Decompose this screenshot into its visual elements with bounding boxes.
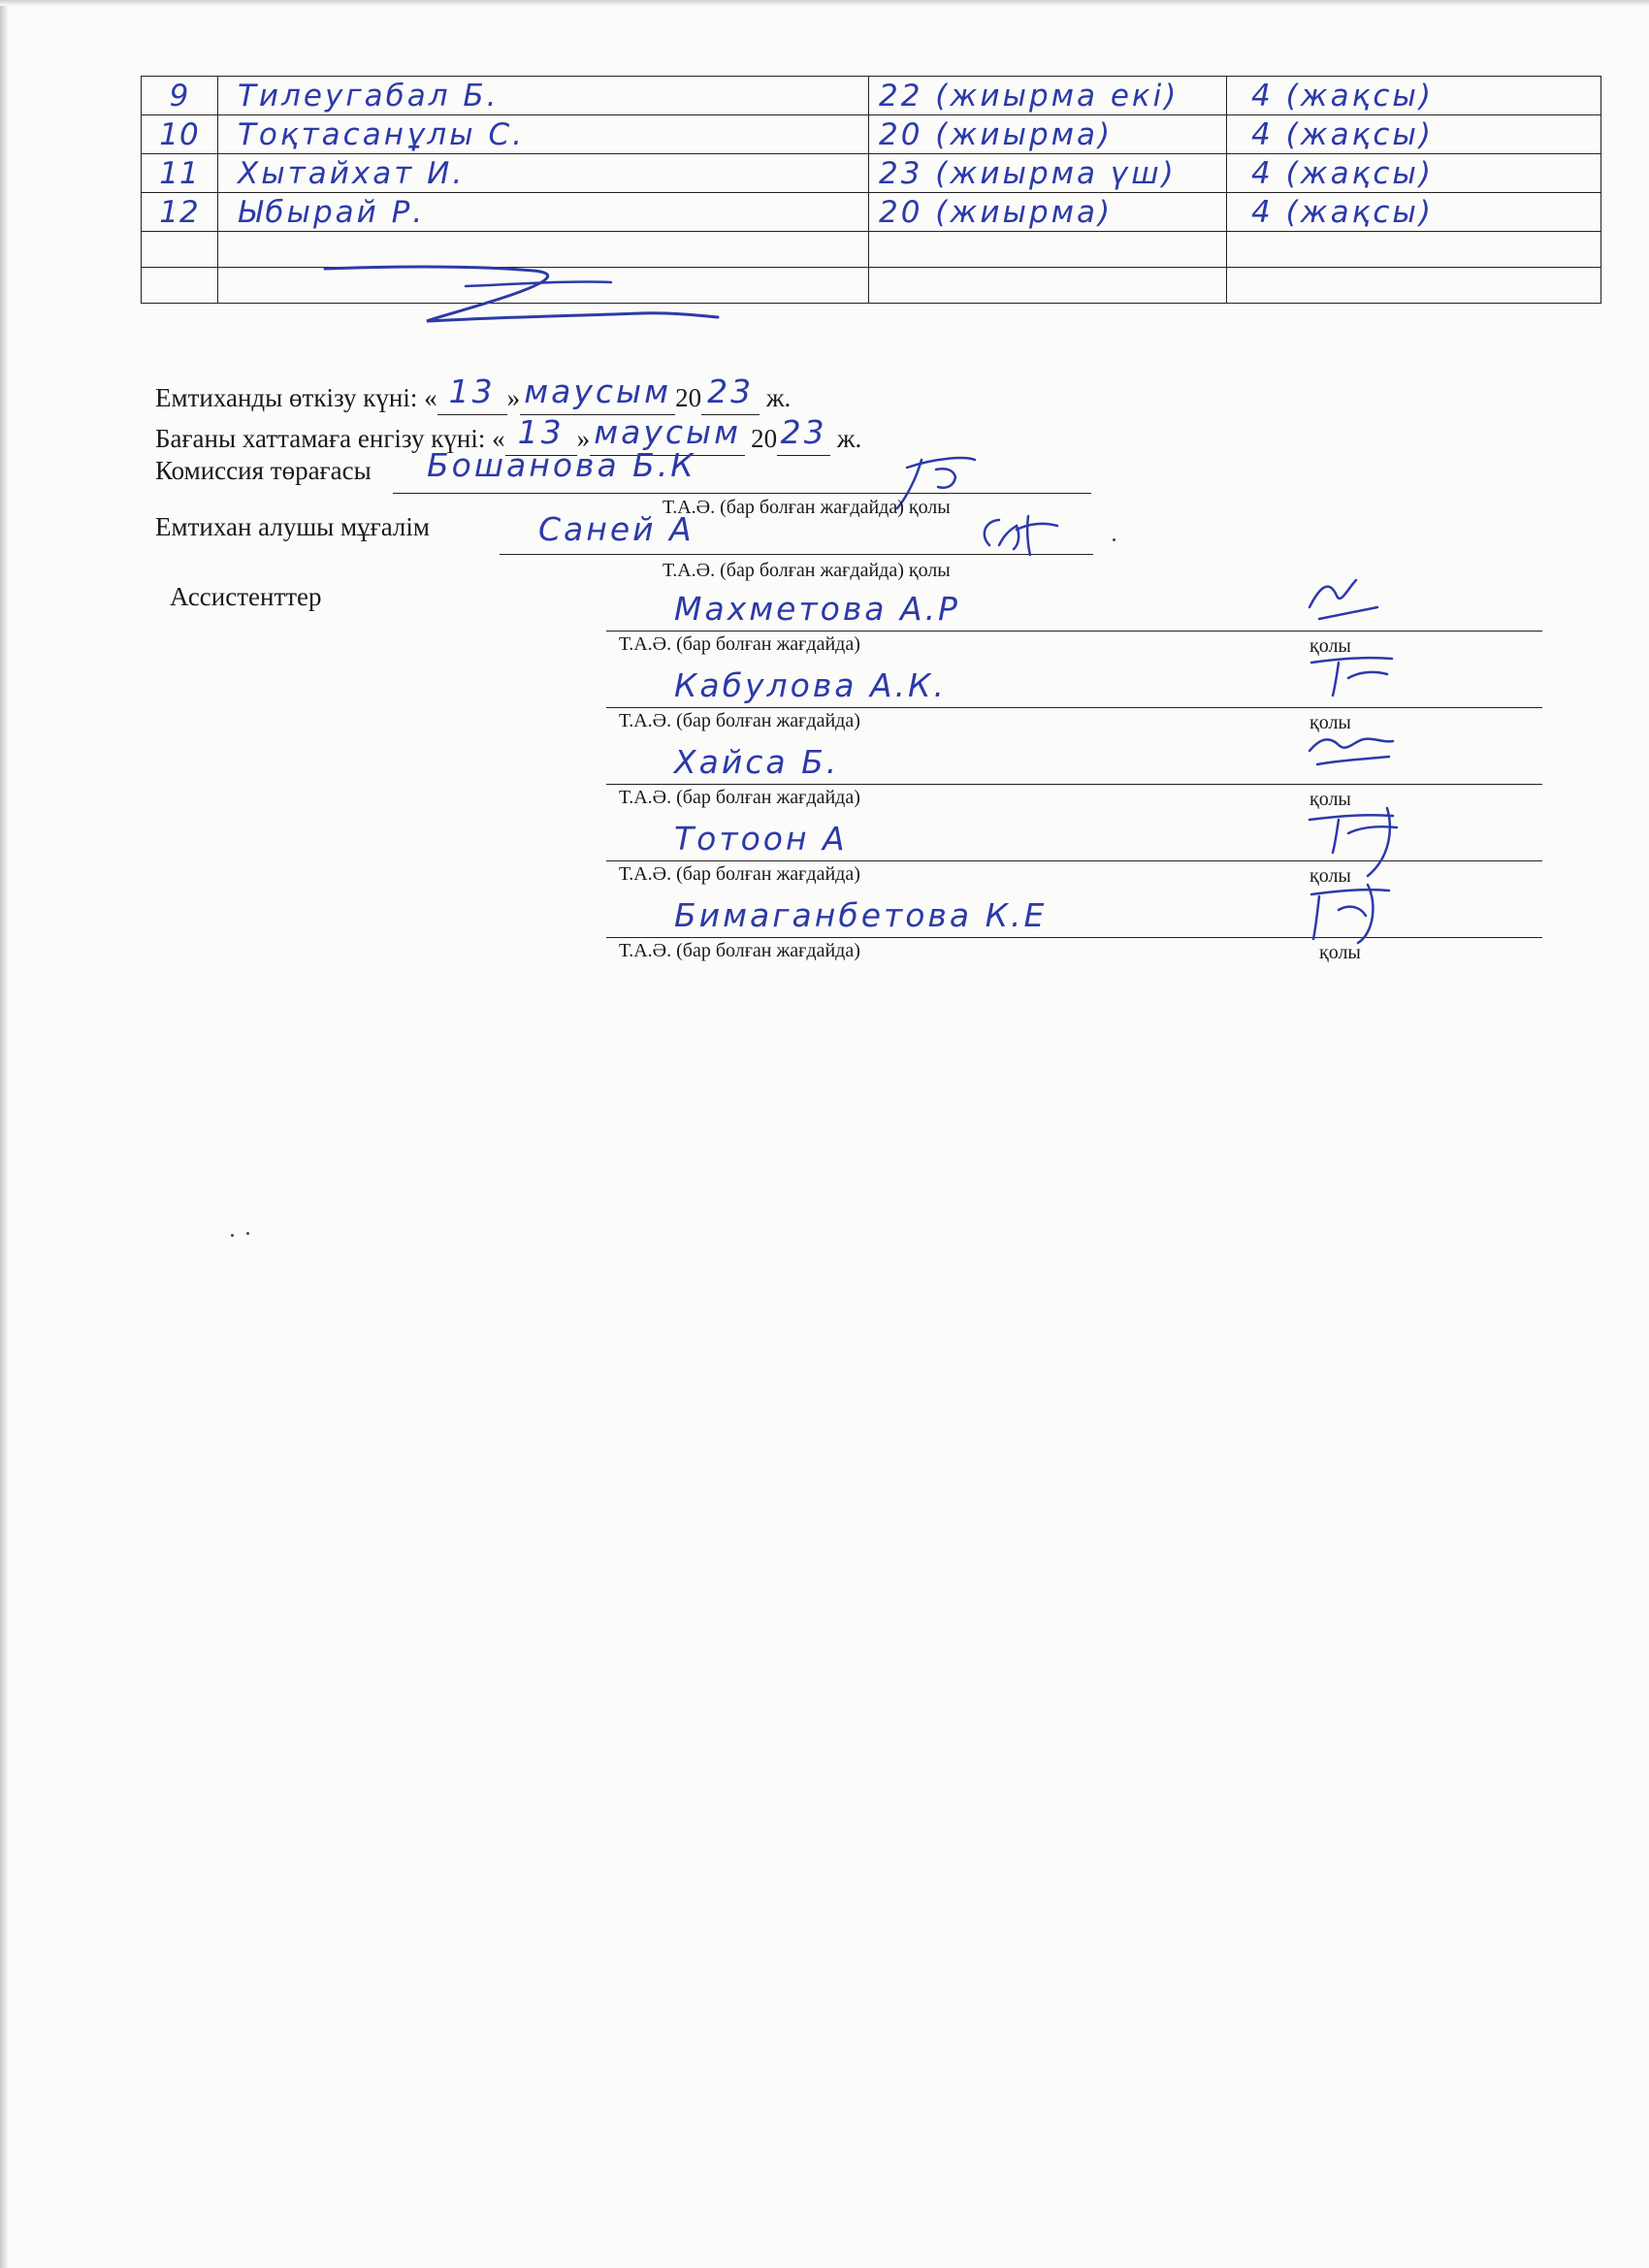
score-cell: 22 (жиырма екі)	[879, 78, 1180, 113]
scan-edge-top	[0, 0, 1649, 6]
assistant-name-caption: Т.А.Ә. (бар болған жағдайда)	[619, 940, 860, 961]
assistant-signature	[1300, 722, 1406, 809]
row-number-td	[142, 193, 218, 232]
grade-entry-month: маусым	[594, 413, 741, 451]
exam-date-day-field	[437, 373, 507, 415]
grade-entry-mid: »	[576, 424, 591, 453]
empty-cell	[1227, 232, 1601, 268]
score-cell: 20 (жиырма)	[879, 194, 1114, 230]
assistant-name-caption: Т.А.Ә. (бар болған жағдайда)	[619, 863, 860, 885]
scan-edge	[0, 0, 8, 2268]
chair-caption: Т.А.Ә. (бар болған жағдайда) қолы	[663, 497, 951, 518]
score-cell-td	[869, 193, 1227, 232]
exam-date-year-field	[701, 373, 760, 415]
row-number: 9	[169, 78, 190, 113]
assistant-name-caption: Т.А.Ә. (бар болған жағдайда)	[619, 633, 860, 655]
assistant-sign-caption: қолы	[1310, 865, 1351, 887]
empty-cell	[869, 268, 1227, 304]
student-name-td	[218, 193, 869, 232]
score-cell-td	[869, 77, 1227, 115]
assistant-signature	[1300, 875, 1406, 962]
assistant-sign-caption: қолы	[1319, 942, 1361, 963]
chair-name: Бошанова Б.К	[427, 446, 696, 484]
stray-mark	[1113, 538, 1116, 541]
student-name-td	[218, 154, 869, 193]
row-number-td	[142, 154, 218, 193]
assistant-signature	[1300, 645, 1406, 732]
grade-cell: 4 (жақсы)	[1251, 116, 1434, 152]
stray-mark	[231, 1234, 234, 1237]
blank-rows-strike-scribble	[320, 257, 728, 335]
table-row	[142, 77, 1601, 115]
student-name-td	[218, 77, 869, 115]
assistant-name: Махметова А.Р	[674, 590, 960, 628]
empty-cell	[142, 268, 218, 304]
grade-entry-date-label: Бағаны хаттамаға енгізу күні: «	[155, 424, 505, 453]
assistant-name: Бимаганбетова К.Е	[674, 896, 1048, 934]
row-number-td	[142, 77, 218, 115]
grade-cell: 4 (жақсы)	[1251, 194, 1434, 230]
examiner-signature	[960, 506, 1067, 565]
exam-date-line	[155, 373, 792, 415]
assistant-signature	[1300, 798, 1406, 886]
grade-cell-td	[1227, 154, 1601, 193]
assistant-name-caption: Т.А.Ә. (бар болған жағдайда)	[619, 710, 860, 731]
assistant-sign-caption: қолы	[1310, 789, 1351, 810]
student-name: Тилеугабал Б.	[238, 78, 500, 113]
examiner-label: Емтихан алушы мұғалім	[155, 512, 430, 541]
grade-entry-day: 13	[517, 413, 565, 451]
student-name-td	[218, 115, 869, 154]
table-row	[142, 154, 1601, 193]
grade-cell: 4 (жақсы)	[1251, 155, 1434, 191]
exam-date-month: маусым	[524, 373, 671, 410]
row-number-td	[142, 115, 218, 154]
grade-cell-td	[1227, 77, 1601, 115]
exam-date-suffix: ж.	[765, 383, 792, 412]
student-name: Тоқтасанұлы С.	[238, 116, 525, 152]
row-number: 10	[159, 116, 200, 152]
grade-entry-year-field	[777, 413, 830, 456]
grade-cell: 4 (жақсы)	[1251, 78, 1434, 113]
exam-date-year: 23	[707, 373, 755, 410]
assistant-sign-caption: қолы	[1310, 712, 1351, 733]
examiner-name: Саней А	[538, 510, 695, 548]
exam-date-month-field	[520, 373, 675, 415]
row-number: 11	[159, 155, 200, 191]
assistant-name: Хайса Б.	[674, 743, 840, 781]
grade-cell-td	[1227, 193, 1601, 232]
table-row	[142, 115, 1601, 154]
exam-date-mid: »	[506, 383, 521, 412]
row-number: 12	[159, 194, 200, 230]
assistant-name-caption: Т.А.Ә. (бар болған жағдайда)	[619, 787, 860, 808]
score-cell: 23 (жиырма үш)	[879, 155, 1177, 191]
stray-mark	[246, 1232, 249, 1235]
empty-cell	[142, 232, 218, 268]
chair-label: Комиссия төрағасы	[155, 456, 372, 485]
chair-signature-rule	[393, 493, 1091, 494]
examiner-caption: Т.А.Ә. (бар болған жағдайда) қолы	[663, 560, 951, 581]
empty-cell	[869, 232, 1227, 268]
assistant-name: Тотоон А	[674, 820, 848, 858]
empty-cell	[1227, 268, 1601, 304]
grade-cell-td	[1227, 115, 1601, 154]
assistant-signature	[1300, 568, 1406, 656]
exam-date-year-prefix: 20	[675, 383, 702, 412]
student-name: Ыбырай Р.	[238, 194, 426, 230]
exam-date-label: Емтиханды өткізу күні: «	[155, 383, 437, 412]
score-cell-td	[869, 154, 1227, 193]
table-row	[142, 193, 1601, 232]
score-cell: 20 (жиырма)	[879, 116, 1114, 152]
score-cell-td	[869, 115, 1227, 154]
assistants-label: Ассистенттер	[170, 582, 322, 611]
grade-entry-suffix: ж.	[836, 424, 862, 453]
exam-date-day: 13	[448, 373, 496, 410]
assistant-sign-caption: қолы	[1310, 635, 1351, 657]
student-name: Хытайхат И.	[238, 155, 466, 191]
grade-entry-year-prefix: 20	[751, 424, 778, 453]
assistant-name: Кабулова А.К.	[674, 666, 947, 704]
grade-entry-year: 23	[780, 413, 827, 451]
